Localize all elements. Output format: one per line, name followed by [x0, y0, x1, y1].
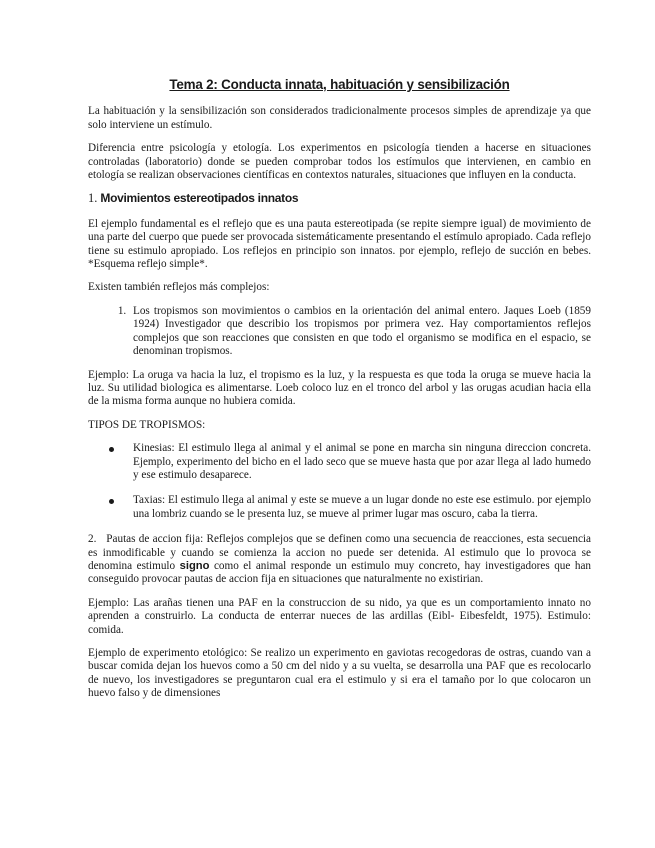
bullet-icon — [109, 447, 114, 452]
list-item-text: Kinesias: El estimulo llega al animal y el animal se pone en marcha sin ninguna direccion concreta. Ejemplo, experimento del bicho en el lado seco que se mueve hasta que por azar llega al lado humedo y ese estimulo desaparece. — [133, 442, 591, 481]
paf-paragraph — [88, 533, 591, 587]
reflex-paragraph: El ejemplo fundamental es el reflejo que es una pauta estereotipada (se repite siempre igual) de movimiento de una parte del cuerpo que puede ser provocada sistemáticamente presentando el estímulo apropiado. Cada reflejo tiene su estimulo apropiado. Los reflejos en principio son innatos. por ejemplo, reflejo de succión en bebes. *Esquema reflejo simple*. — [88, 217, 591, 271]
tropism-example-paragraph: Ejemplo: La oruga va hacia la luz, el tropismo es la luz, y la respuesta es que toda la oruga se mueve hacia la luz. Su utilidad biologica es alimentarse. Loeb coloco luz en el tronco del arbol y las orugas acudian hacia ella de la misma forma aunque no hubiera comida. — [88, 368, 591, 408]
ethology-example-paragraph: Ejemplo de experimento etológico: Se realizo un experimento en gaviotas recogedoras de ostras, cuando van a buscar comida dejan los huevos como a 50 cm del nido y a su vuelta, se desarrolla una PAF que es recolocarlo de nuevo, los investigadores se preguntaron cual era el estimulo y si era el tamaño por lo que colocaron un huevo falso y de dimensiones — [88, 647, 591, 700]
list-item-text: Taxias: El estimulo llega al animal y este se mueve a un lugar donde no este ese estimulo. por ejemplo una lombriz cuando se le presenta luz, se mueve al primer lugar mas oscuro, caba la tierra. — [133, 494, 591, 520]
numbered-list — [88, 305, 591, 359]
list-item — [129, 442, 591, 482]
bullet-icon — [109, 499, 114, 504]
intro-paragraph: La habituación y la sensibilización son considerados tradicionalmente procesos simples de aprendizaje ya que solo interviene un estímulo. — [88, 105, 591, 131]
paf-number: 2. — [88, 533, 97, 546]
list-item — [129, 494, 591, 521]
tropism-types-list — [88, 442, 591, 521]
paf-text-before: Pautas de accion fija: Reflejos complejos que se definen como una secuencia de reacciones, esta secuencia es inmodificable y cuando se comienza la accion no puede ser detenida. Al estimulo que lo provoca se denomina estimulo — [88, 533, 591, 572]
page-title: Tema 2: Conducta innata, habituación y sensibilización — [169, 77, 510, 92]
complex-reflex-intro: Existen también reflejos más complejos: — [88, 281, 270, 294]
paf-example-paragraph: Ejemplo: Las arañas tienen una PAF en la construccion de su nido, ya que es un comportamiento innato no aprenden a construirlo. La conducta de enterrar nueces de las ardillas (Eibl- Eibesfeldt, 1975). Estimulo: comida. — [88, 596, 591, 636]
section-heading-text: Movimientos estereotipados innatos — [100, 191, 299, 206]
tropism-types-title: TIPOS DE TROPISMOS: — [88, 418, 206, 431]
section-number: 1. — [88, 191, 98, 206]
tropism-list-item: 1. Los tropismos son movimientos o cambios en la orientación del animal entero. Jaques Loeb (1859 1924) Investigador que describio los tropismos por primera vez. Hay comportamientos reflejos complejos que son reacciones que consisten en que todo el organismo se modifica en el espacio, se denominan tropismos. — [129, 305, 591, 359]
section-heading-1 — [88, 192, 591, 205]
difference-paragraph: Diferencia entre psicología y etología. Los experimentos en psicología tienden a hacerse en situaciones controladas (laboratorio) donde se pueden comprobar todos los estímulos que intervienen, en cambio en etología se realizan observaciones científicas en contextos naturales, situaciones que influyen en la conducta. — [88, 142, 591, 182]
paf-text-after: como el animal responde un estimulo muy concreto, hay investigadores que han conseguido provocar pautas de accion fija en situaciones que naturalmente no existirian. — [88, 559, 591, 586]
signo-bold-word: signo — [179, 559, 210, 572]
